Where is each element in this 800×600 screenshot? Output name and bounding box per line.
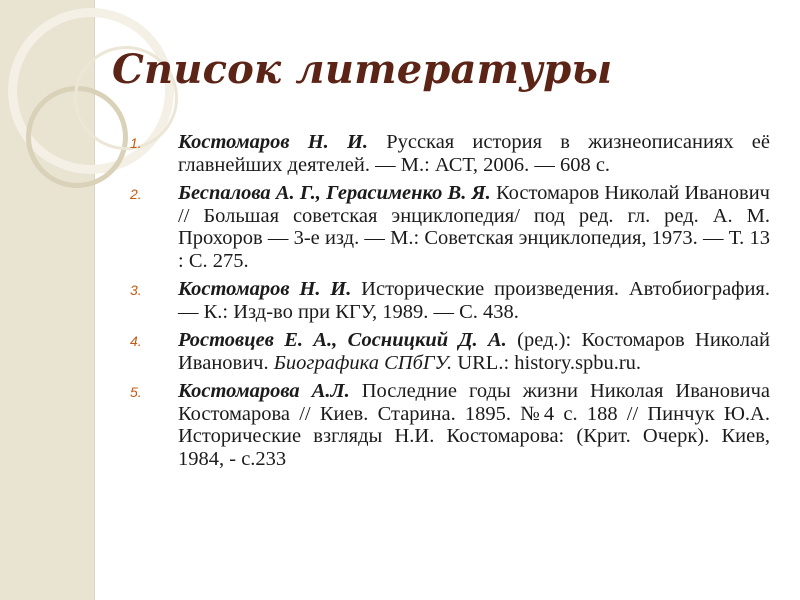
reference-number: 4. <box>130 333 142 349</box>
reference-text: (ред.): Костомаров Николай Иванович. <box>178 329 770 374</box>
reference-author: Костомаров Н. И. <box>178 278 352 300</box>
decorative-band-edge <box>94 0 95 600</box>
reference-author: Беспалова А. Г., Герасименко В. Я. <box>178 182 491 204</box>
reference-author: Костомаров Н. И. <box>178 131 369 153</box>
reference-number: 5. <box>130 384 142 400</box>
reference-author: Ростовцев Е. А., Сосницкий Д. А. <box>178 329 507 351</box>
reference-text: Исторические произведения. Автобиография. — К.: Изд-во при КГУ, 1989. — С. 438. <box>178 278 770 323</box>
slide-title: Список литературы <box>112 46 613 93</box>
reference-text: Последние годы жизни Николая Ивановича Костомарова // Киев. Старина. 1895. №4 с. 188 // Пинчук Ю.А. Исторические взгляды Н.И. Костомарова: (Крит. Очерк). Киев, 1984, - с.233 <box>178 380 770 470</box>
reference-list <box>130 131 770 476</box>
decorative-left-band <box>0 0 94 600</box>
reference-item-4 <box>130 329 770 374</box>
reference-number: 3. <box>130 282 142 298</box>
reference-item-1 <box>130 131 770 176</box>
reference-url: URL.: history.spbu.ru. <box>452 351 642 374</box>
reference-item-3 <box>130 278 770 323</box>
reference-number: 1. <box>130 135 142 151</box>
reference-number: 2. <box>130 186 142 202</box>
reference-source-title: Биографика СПбГУ. <box>268 351 453 374</box>
reference-item-2 <box>130 182 770 272</box>
reference-item-5 <box>130 380 770 470</box>
reference-author: Костомарова А.Л. <box>178 380 350 402</box>
reference-text: Русская история в жизнеописаниях её главнейших деятелей. — М.: АСТ, 2006. — 608 с. <box>178 131 770 176</box>
reference-text: Костомаров Николай Иванович // Большая советская энциклопедия/ под ред. гл. ред. А. М. Прохоров — 3-е изд. — М.: Советская энциклопедия, 1973. — Т. 13 : С. 275. <box>178 182 770 272</box>
